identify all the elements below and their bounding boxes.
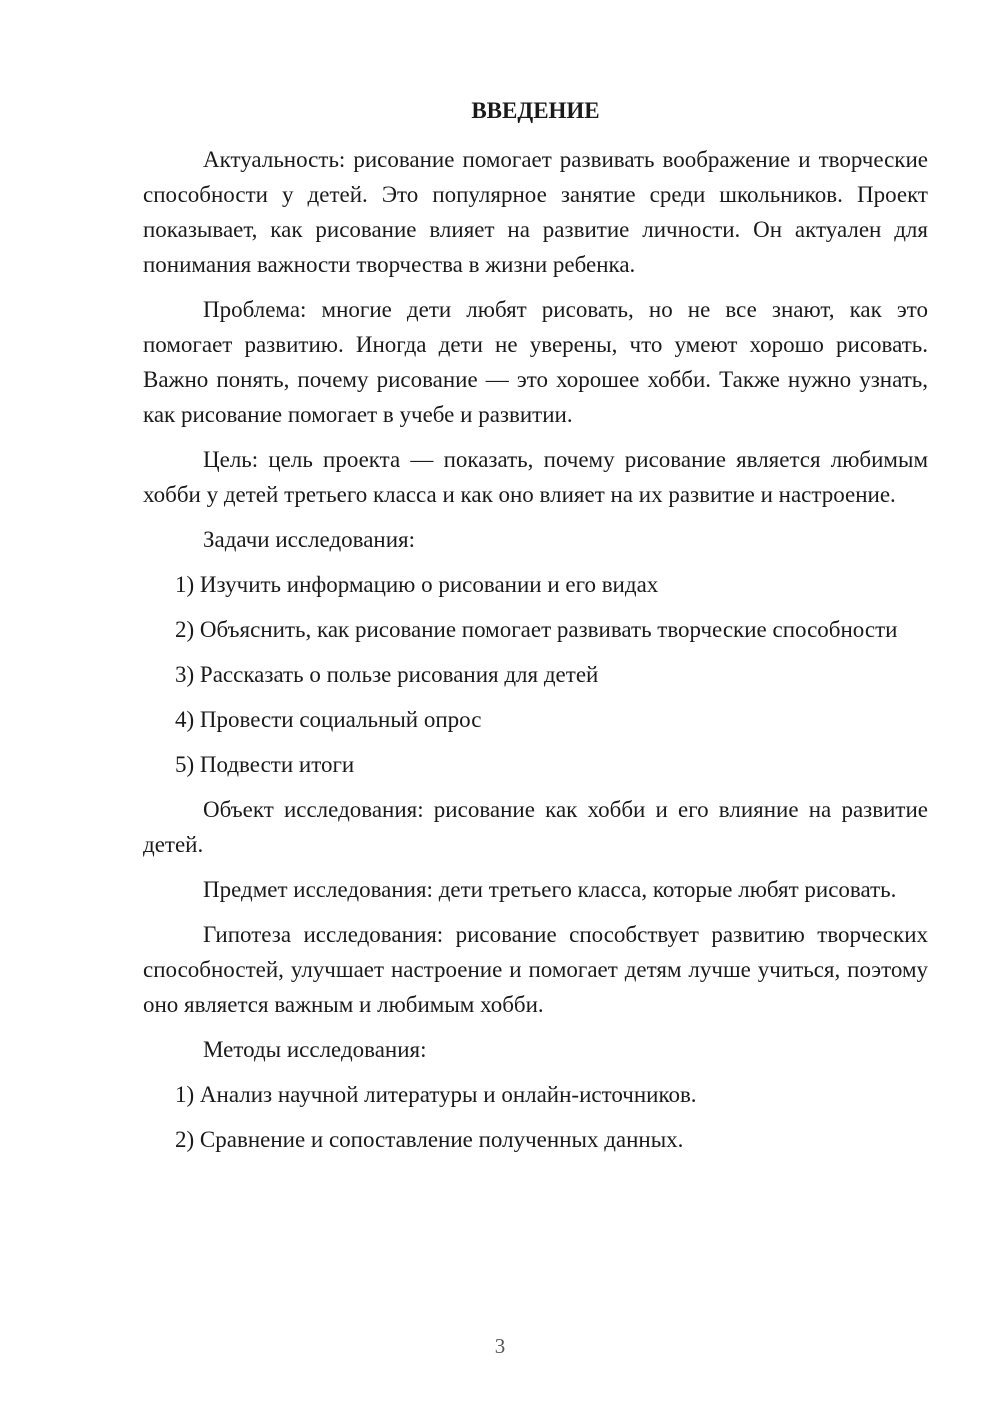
page-title: ВВЕДЕНИЕ [471,98,600,123]
paragraph-problem: Проблема: многие дети любят рисовать, но не все знают, как это помогает развитию. Иногда дети не уверены, что умеют хорошо рисовать. Важно понять, почему рисование — это хорошее хобби. Также нужно узнать, как рисование помогает в учебе и развитии. [143,297,928,427]
page-number: 3 [494,1334,506,1358]
paragraph-goal: Цель: цель проекта — показать, почему рисование является любимым хобби у детей третьего класса и как оно влияет на их развитие и настроение. [143,447,928,507]
paragraph-object: Объект исследования: рисование как хобби и его влияние на развитие детей. [143,797,928,857]
list-item-task-5: 5) Подвести итоги [175,752,355,777]
paragraph-hypothesis: Гипотеза исследования: рисование способствует развитию творческих способностей, улучшает настроение и помогает детям лучше учиться, поэтому оно является важным и любимым хобби. [143,922,928,1017]
paragraph-relevance: Актуальность: рисование помогает развивать воображение и творческие способности у детей. Это популярное занятие среди школьников. Проект показывает, как рисование влияет на развитие личности. Он актуален для понимания важности творчества в жизни ребенка. [143,147,928,277]
paragraph-methods-heading: Методы исследования: [203,1037,427,1062]
list-item-task-2: 2) Объяснить, как рисование помогает развивать творческие способности [175,617,898,642]
list-item-method-1: 1) Анализ научной литературы и онлайн-источников. [175,1082,697,1107]
paragraph-tasks-heading: Задачи исследования: [203,527,416,552]
document-body [143,142,928,1167]
list-item-method-2: 2) Сравнение и сопоставление полученных данных. [175,1127,684,1152]
list-item-task-3: 3) Рассказать о пользе рисования для детей [175,662,599,687]
list-item-task-1: 1) Изучить информацию о рисовании и его видах [175,572,659,597]
list-item-task-4: 4) Провести социальный опрос [175,707,482,732]
paragraph-subject: Предмет исследования: дети третьего класса, которые любят рисовать. [203,877,897,902]
